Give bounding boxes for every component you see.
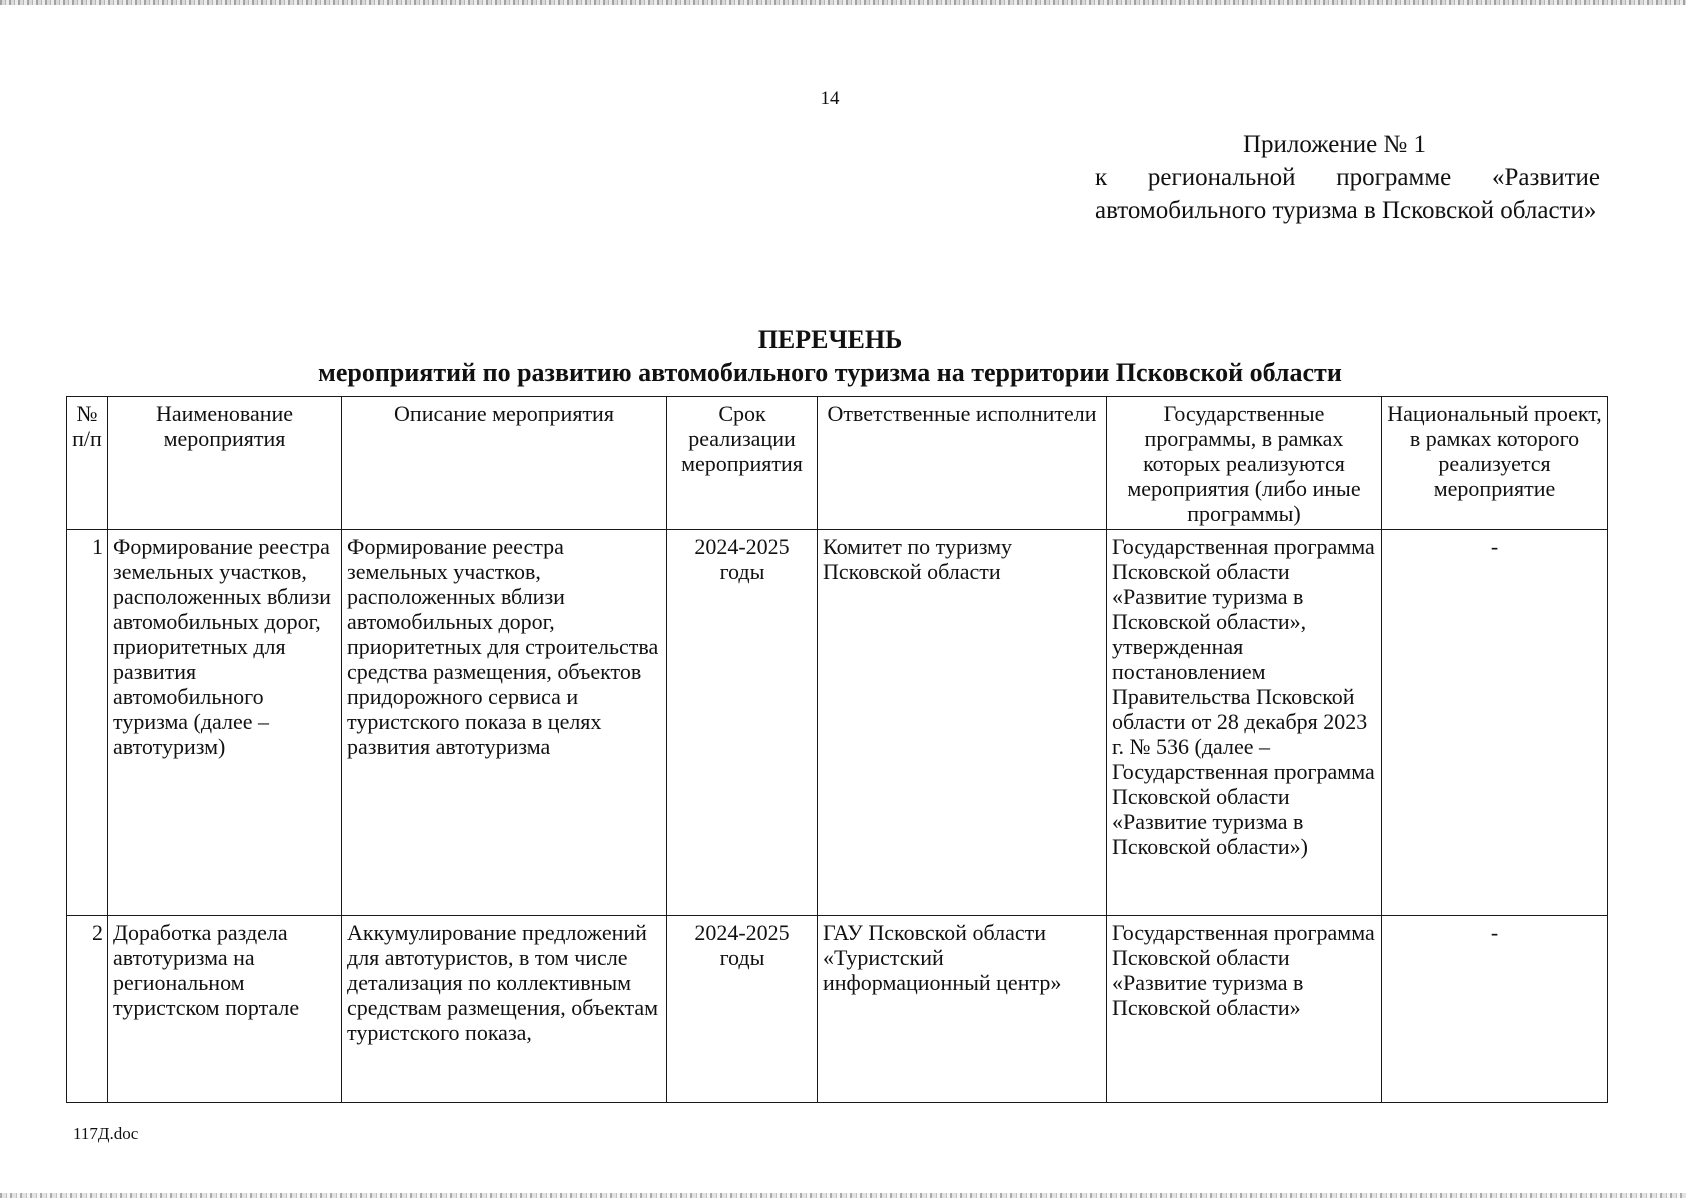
cell-name: Формирование реестра земельных участков, расположенных вблизи автомобильных дорог, приоритетных для развития автомобильного туризма (далее – автотуризм) — [108, 530, 342, 916]
table-row — [67, 530, 1608, 916]
appendix-block — [1095, 128, 1600, 227]
events-table — [66, 396, 1608, 1103]
header-num: № п/п — [67, 397, 108, 530]
table-header-row — [67, 397, 1608, 530]
cell-num: 1 — [67, 530, 108, 916]
cell-executor: ГАУ Псковской области «Туристский информационный центр» — [818, 916, 1107, 1103]
document-title — [200, 323, 1460, 389]
cell-name: Доработка раздела автотуризма на региональном туристском портале — [108, 916, 342, 1103]
cell-programs: Государственная программа Псковской области «Развитие туризма в Псковской области», утвержденная постановлением Правительства Псковской области от 28 декабря 2023 г. № 536 (далее – Государственная программа Псковской области «Развитие туризма в Псковской области») — [1107, 530, 1382, 916]
header-name: Наименование мероприятия — [108, 397, 342, 530]
header-national: Национальный проект, в рамках которого реализуется мероприятие — [1382, 397, 1608, 530]
title-line-1: ПЕРЕЧЕНЬ — [757, 325, 903, 354]
header-executor: Ответственные исполнители — [818, 397, 1107, 530]
header-programs: Государственные программы, в рамках которых реализуются мероприятия (либо иные программы) — [1107, 397, 1382, 530]
appendix-title: Приложение № 1 — [1243, 131, 1427, 158]
cell-executor: Комитет по туризму Псковской области — [818, 530, 1107, 916]
cell-description: Аккумулирование предложений для автотуристов, в том числе детализация по коллективным средствам размещения, объектам туристского показа, — [342, 916, 667, 1103]
page-number: 14 — [820, 88, 840, 109]
cell-num: 2 — [67, 916, 108, 1103]
footer-filename: 117Д.doc — [73, 1124, 139, 1143]
title-line-2: мероприятий по развитию автомобильного туризма на территории Псковской области — [318, 358, 1342, 387]
cell-programs: Государственная программа Псковской области «Развитие туризма в Псковской области» — [1107, 916, 1382, 1103]
scan-edge-top — [0, 0, 1686, 5]
table-row — [67, 916, 1608, 1103]
cell-description: Формирование реестра земельных участков, расположенных вблизи автомобильных дорог, приоритетных для строительства средства размещения, объектов придорожного сервиса и туристского показа в целях развития автотуризма — [342, 530, 667, 916]
cell-national: - — [1382, 916, 1608, 1103]
header-period: Срок реализации мероприятия — [667, 397, 818, 530]
scan-edge-bottom — [0, 1193, 1686, 1198]
cell-national: - — [1382, 530, 1608, 916]
cell-period: 2024-2025 годы — [667, 530, 818, 916]
header-description: Описание мероприятия — [342, 397, 667, 530]
cell-period: 2024-2025 годы — [667, 916, 818, 1103]
appendix-subtitle: к региональной программе «Развитие автомобильного туризма в Псковской области» — [1095, 164, 1600, 224]
